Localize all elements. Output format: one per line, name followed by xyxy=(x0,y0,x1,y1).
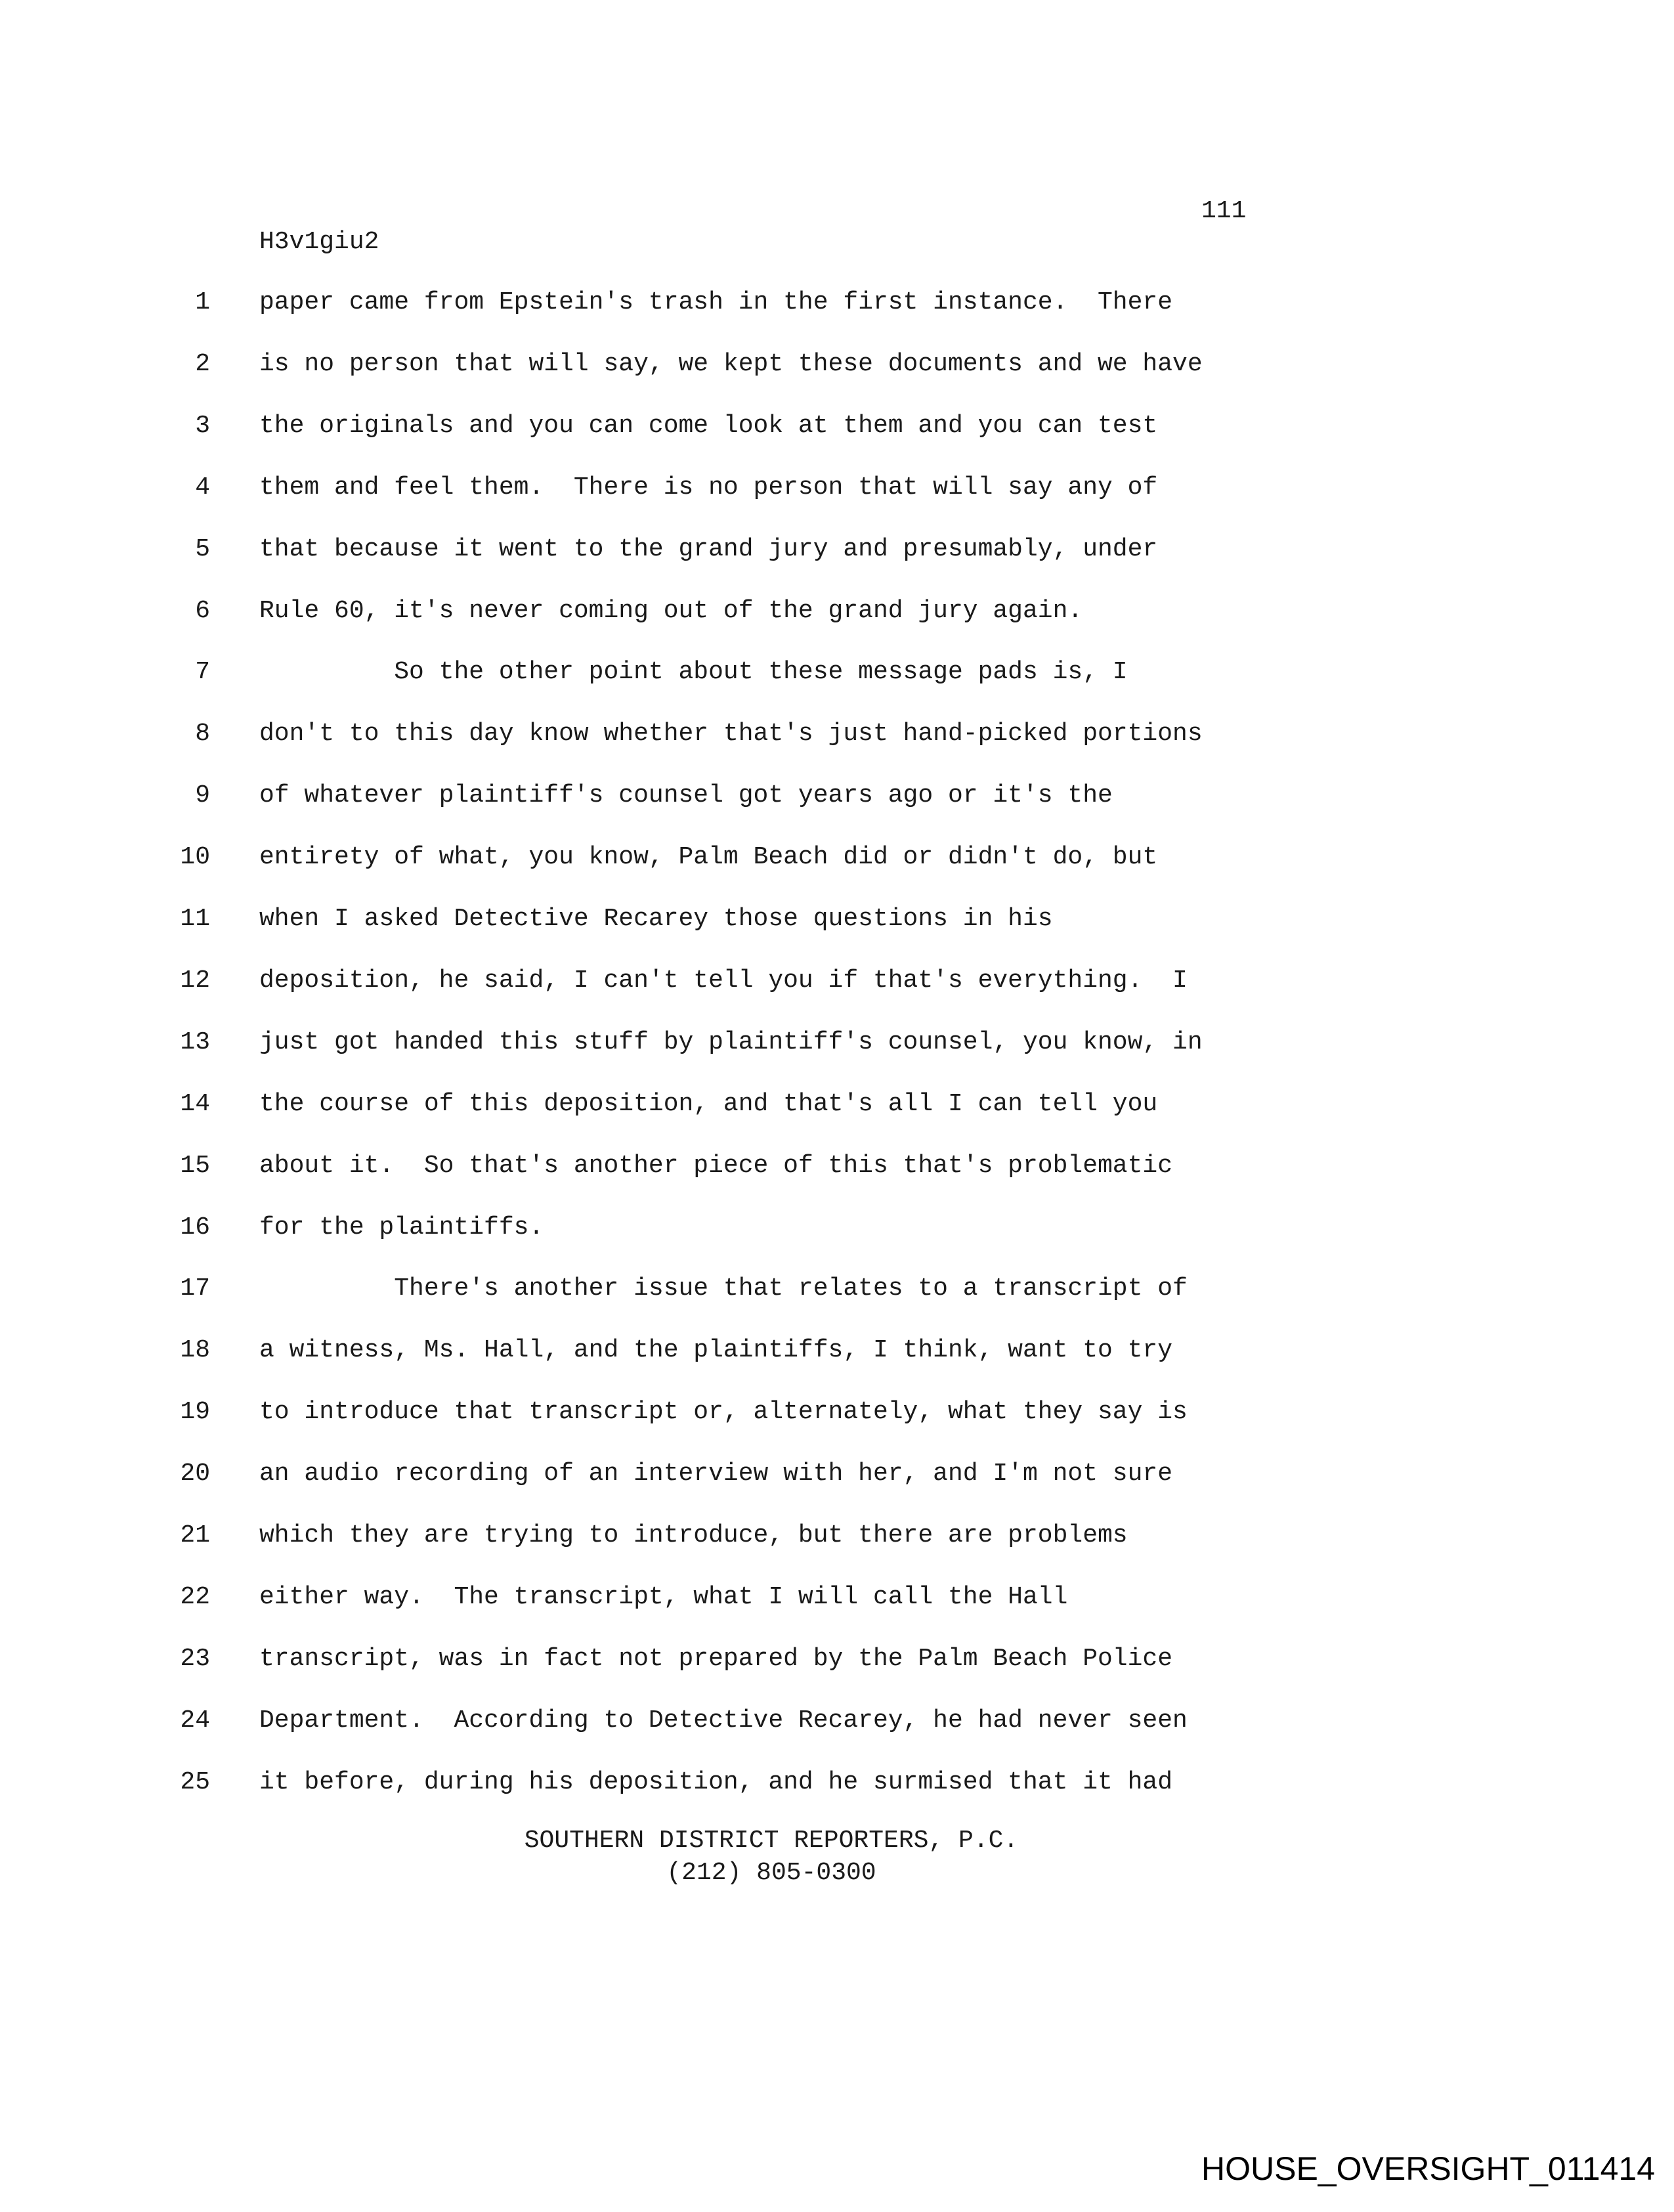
transcript-line: There's another issue that relates to a transcript of xyxy=(259,1274,1188,1303)
reporter-name: SOUTHERN DISTRICT REPORTERS, P.C. xyxy=(524,1827,1019,1855)
line-number: 1 xyxy=(195,288,210,316)
reporter-phone: (212) 805-0300 xyxy=(666,1859,876,1887)
transcript-line: it before, during his deposition, and he surmised that it had xyxy=(259,1768,1173,1796)
line-number: 12 xyxy=(180,966,210,995)
line-number: 21 xyxy=(180,1521,210,1550)
line-number: 24 xyxy=(180,1706,210,1735)
transcript-line: entirety of what, you know, Palm Beach did or didn't do, but xyxy=(259,843,1158,871)
transcript-line: for the plaintiffs. xyxy=(259,1213,544,1242)
line-number: 20 xyxy=(180,1460,210,1488)
page-number: 111 xyxy=(1201,197,1247,225)
transcript-line: transcript, was in fact not prepared by the Palm Beach Police xyxy=(259,1645,1173,1673)
transcript-line: of whatever plaintiff's counsel got years ago or it's the xyxy=(259,781,1113,810)
line-number: 5 xyxy=(195,535,210,563)
transcript-line: a witness, Ms. Hall, and the plaintiffs, I think, want to try xyxy=(259,1336,1173,1364)
line-number: 15 xyxy=(180,1152,210,1180)
line-number: 8 xyxy=(195,720,210,748)
bates-number: HOUSE_OVERSIGHT_011414 xyxy=(1201,2150,1656,2187)
line-number: 16 xyxy=(180,1213,210,1242)
transcript-line: is no person that will say, we kept these documents and we have xyxy=(259,350,1203,378)
transcript-line: Department. According to Detective Recarey, he had never seen xyxy=(259,1706,1188,1735)
line-number: 4 xyxy=(195,473,210,502)
transcript-line: about it. So that's another piece of this that's problematic xyxy=(259,1152,1173,1180)
line-number: 23 xyxy=(180,1645,210,1673)
line-number: 19 xyxy=(180,1398,210,1426)
transcript-line: paper came from Epstein's trash in the first instance. There xyxy=(259,288,1173,316)
transcript-line: Rule 60, it's never coming out of the grand jury again. xyxy=(259,597,1083,625)
line-number: 7 xyxy=(195,658,210,686)
transcript-line: don't to this day know whether that's just hand-picked portions xyxy=(259,720,1203,748)
transcript-line: just got handed this stuff by plaintiff's counsel, you know, in xyxy=(259,1028,1203,1056)
transcript-line: to introduce that transcript or, alternately, what they say is xyxy=(259,1398,1188,1426)
line-number: 25 xyxy=(180,1768,210,1796)
transcript-line: the originals and you can come look at them and you can test xyxy=(259,412,1158,440)
line-number: 13 xyxy=(180,1028,210,1056)
line-number: 6 xyxy=(195,597,210,625)
transcript-line: that because it went to the grand jury and presumably, under xyxy=(259,535,1158,563)
line-number: 3 xyxy=(195,412,210,440)
line-number: 14 xyxy=(180,1090,210,1118)
line-number: 2 xyxy=(195,350,210,378)
line-number: 18 xyxy=(180,1336,210,1364)
transcript-line: an audio recording of an interview with her, and I'm not sure xyxy=(259,1460,1173,1488)
line-number: 9 xyxy=(195,781,210,810)
transcript-line: either way. The transcript, what I will call the Hall xyxy=(259,1583,1068,1611)
line-number: 10 xyxy=(180,843,210,871)
transcript-line: them and feel them. There is no person that will say any of xyxy=(259,473,1158,502)
transcript-line: So the other point about these message pads is, I xyxy=(259,658,1128,686)
transcript-line: the course of this deposition, and that's all I can tell you xyxy=(259,1090,1158,1118)
line-number: 22 xyxy=(180,1583,210,1611)
line-number: 17 xyxy=(180,1274,210,1303)
line-number: 11 xyxy=(180,905,210,933)
transcript-line: deposition, he said, I can't tell you if that's everything. I xyxy=(259,966,1188,995)
transcript-line: when I asked Detective Recarey those questions in his xyxy=(259,905,1053,933)
transcript-line: which they are trying to introduce, but there are problems xyxy=(259,1521,1128,1550)
case-code: H3v1giu2 xyxy=(259,228,379,256)
